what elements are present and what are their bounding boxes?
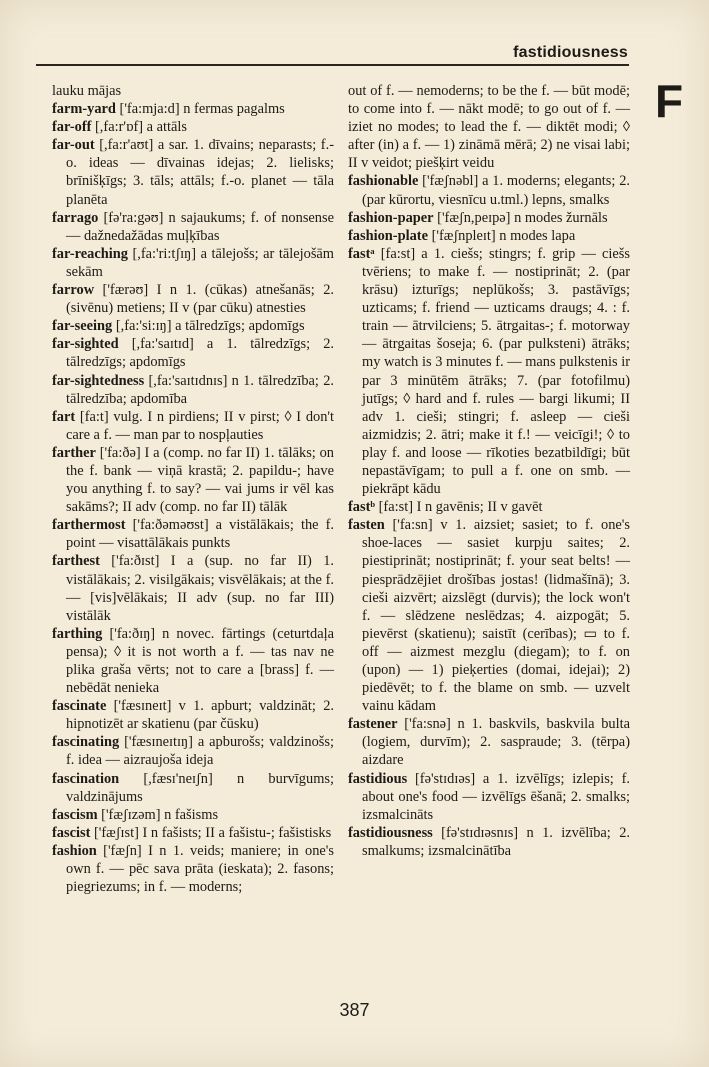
entry-definition: ['fæʃɪst] I n fašists; II a fašistu-; fašistisks	[90, 824, 332, 841]
dictionary-entry	[348, 209, 630, 227]
entry-headword: far-seeing	[52, 318, 113, 335]
entry-definition: ['fa:snə] n 1. baskvils, baskvila bulta (logiem, durvīm); 2. saspraude; 3. (tērpa) aizdare	[362, 716, 630, 769]
entry-definition: ['fæʃnəbl] a 1. moderns; elegants; 2. (par kūrortu, viesnīcu u.tml.) lepns, smalks	[362, 173, 630, 208]
entry-headword: fart	[52, 408, 76, 425]
dictionary-entry	[52, 516, 334, 552]
entry-definition: [,fa:r'aʊt] a sar. 1. dīvains; neparasts; f.-o. ideas — dīvainas idejas; 2. lielisks; brīnišķīgs; 3. tāls; attāls; f.-o. planet — tāla planēta	[66, 137, 334, 208]
entry-definition: [fə'stɪdɪəsnɪs] n 1. izvēlība; 2. smalkums; izsmalcinātība	[362, 824, 630, 859]
dictionary-entry	[52, 245, 334, 281]
entry-headword: fascinate	[52, 698, 107, 715]
dictionary-entry	[52, 100, 334, 118]
dictionary-entry	[52, 444, 334, 516]
entry-definition: out of f. — nemoderns; to be the f. — būt modē; to come into f. — nākt modē; to go out of f. — iziet no modes; to lead the f. — diktēt modi; ◊ after (in) a f. — 1) zināmā mērā; 2) ne visai labi; II v veidot; piešķirt veidu	[348, 83, 630, 172]
dictionary-entry	[348, 715, 630, 769]
entry-definition: ['fæsɪneɪt] v 1. apburt; valdzināt; 2. hipnotizēt ar skatienu (par čūsku)	[66, 698, 334, 733]
dictionary-entry	[348, 245, 630, 498]
dictionary-entry	[348, 498, 630, 516]
entry-definition: [fa:st] I n gavēnis; II v gavēt	[375, 499, 543, 516]
dictionary-entry	[52, 697, 334, 733]
entry-headword: farrow	[52, 282, 95, 299]
dictionary-entry	[348, 770, 630, 824]
entry-headword: farthing	[52, 625, 103, 642]
entry-definition: ['fa:ðəməʊst] a vistālākais; the f. point — visattālākais punkts	[66, 517, 334, 552]
entry-definition: ['fæʃn,peɪpə] n modes žurnāls	[433, 209, 608, 226]
entry-headword: fascist	[52, 824, 91, 841]
entry-headword: fascination	[52, 770, 120, 787]
dictionary-entry	[52, 552, 334, 624]
entry-definition: ['færəʊ] I n 1. (cūkas) atnešanās; 2. (sivēnu) metiens; II v (par cūku) atnesties	[66, 282, 334, 317]
entry-headword: fastidious	[348, 770, 408, 787]
entry-headword: fascism	[52, 806, 98, 823]
entry-headword: farrago	[52, 209, 99, 226]
header-rule	[36, 64, 629, 66]
entry-definition: [,fa:r'ɒf] a attāls	[91, 119, 188, 136]
dictionary-entry	[52, 281, 334, 317]
dictionary-entry	[348, 824, 630, 860]
entry-headword: far-sighted	[52, 336, 119, 353]
entry-definition: [,fæsɪ'neɪʃn] n burvīgums; valdzinājums	[66, 770, 334, 805]
entry-definition: [fa:st] a 1. ciešs; stingrs; f. grip — ciešs tvēriens; to make f. — nostiprināt; 2. (par krāsu) izturīgs; neplūkošs; 3. pastāvīgs; uzticams; f. friend — uzticams draugs; 4. : f. train — ātrvilciens; 5. ātrgaitas-; f. motorway — ātrgaitas šoseja; 6. (par pulksteni) ātrāks; my watch is 3 minutes f. — mans pulkstenis ir par 3 minūtēm ātrāks; 7. (par fotofilmu) jutīgs; ◊ hard and f. rules — bargi likumi; II adv 1. cieši; stingri; f. asleep — cieši aizmidzis; 2. ātri; make it f.! — veicīgi!; ◊ to play f. and loose — rīkoties bezatbildīgi; būt nepastāvīgam; to pull a f. one on smb. — piekrāpt kādu	[362, 245, 630, 498]
dictionary-entry	[52, 209, 334, 245]
entry-definition: [,fa:'saɪtɪd] a 1. tālredzīgs; 2. tālredzīgs; apdomīgs	[66, 336, 334, 371]
entry-headword: fastᵇ	[348, 499, 376, 516]
left-column	[52, 82, 334, 896]
dictionary-entry	[348, 227, 630, 245]
running-head: fastidiousness	[513, 44, 628, 61]
dictionary-entry	[52, 335, 334, 371]
entry-definition: [fə'stɪdɪəs] a 1. izvēlīgs; izlepis; f. about one's food — izvēlīgs ēšanā; 2. smalks; izsmalcināts	[362, 770, 630, 823]
entry-headword: fashionable	[348, 173, 419, 190]
entry-headword: fastidiousness	[348, 824, 433, 841]
entry-headword: fashion-plate	[348, 227, 428, 244]
dictionary-entry	[348, 516, 630, 715]
entry-definition: ['fæʃn] I n 1. veids; maniere; in one's own f. — pēc sava prāta (ieskata); 2. fasons; piegriezums; in f. — moderns;	[66, 842, 334, 896]
dictionary-entry	[348, 172, 630, 208]
entry-headword: far-out	[52, 137, 95, 154]
dictionary-entry	[52, 625, 334, 697]
entry-definition: ['fa:mja:d] n fermas pagalms	[115, 101, 285, 118]
dictionary-entry	[52, 824, 334, 842]
entry-headword: farthest	[52, 553, 100, 570]
dictionary-entry	[52, 118, 334, 136]
dictionary-entry	[52, 842, 334, 896]
dictionary-entry	[52, 317, 334, 335]
entry-headword: fasten	[348, 517, 385, 534]
entry-definition: ['fa:ðɪst] I a (sup. no far II) 1. vistālākais; 2. visilgākais; visvēlākais; at the f. — [vis]vēlākais; II adv (sup. no far III) vistālāk	[66, 553, 334, 624]
right-column	[348, 82, 630, 860]
entry-headword: farther	[52, 444, 96, 461]
entry-definition: ['fæsɪneɪtɪŋ] a apburošs; valdzinošs; f. idea — aizraujoša ideja	[66, 734, 334, 769]
dictionary-entry	[52, 806, 334, 824]
dictionary-entry	[52, 136, 334, 208]
dictionary-entry	[52, 408, 334, 444]
entry-definition: [fa:t] vulg. I n pirdiens; II v pirst; ◊ I don't care a f. — man par to nospļauties	[66, 408, 334, 443]
entry-definition: [,fa:'si:ɪŋ] a tālredzīgs; apdomīgs	[112, 318, 305, 335]
entry-headword: fashion	[52, 842, 97, 859]
entry-headword: fashion-paper	[348, 209, 434, 226]
dictionary-entry	[52, 770, 334, 806]
entry-definition: ['fæʃɪzəm] n fašisms	[97, 806, 219, 823]
dictionary-entry	[52, 733, 334, 769]
thumb-index-letter: F	[654, 75, 684, 127]
entry-headword: fastener	[348, 716, 398, 733]
entry-headword: fascinating	[52, 734, 120, 751]
entry-headword: farthermost	[52, 517, 126, 534]
entry-definition: ['fa:ðə] I a (comp. no far II) 1. tālāks; on the f. bank — viņā krastā; 2. papildu-; have you anything f. to say? — vai jums ir vēl kas sakāms?; II adv (comp. no far II) tālāk	[66, 444, 334, 516]
dictionary-entry	[348, 82, 630, 172]
page-number: 387	[339, 1000, 370, 1020]
entry-headword: far-off	[52, 119, 92, 136]
entry-definition: [fə'ra:gəʊ] n sajaukums; f. of nonsense — dažnedažādas muļķības	[66, 209, 334, 244]
dictionary-entry	[52, 82, 334, 100]
entry-definition: [,fa:'ri:tʃɪŋ] a tālejošs; ar tālejošām sekām	[66, 245, 334, 280]
entry-headword: far-sightedness	[52, 372, 145, 389]
entry-definition: ['fa:sn] v 1. aizsiet; sasiet; to f. one's shoe-laces — sasiet kurpju saites; 2. piestiprināt; nostiprināt; f. your seat belts! — piesprādzējiet drošības jostas! (lidmašīnā); 3. cieši aizvērt; aizslēgt (durvis); the lock won't f. — slēdzene neslēdzas; 4. aizpogāt; 5. pievērst (skatienu); saistīt (cerības); ▭ to f. off — aizmest mezglu (diegam); to f. on (upon) — 1) pieķerties (domai, idejai); 2) piedēvēt; to f. the blame on smb. — uzvelt vainu kādam	[362, 517, 630, 715]
entry-definition: ['fæʃnpleɪt] n modes lapa	[427, 227, 576, 244]
entry-definition: ['fa:ðɪŋ] n novec. fārtings (ceturtdaļa pensa); ◊ it is not worth a f. — tas nav ne plika graša vērts; not to care a [brass] f. — nebēdāt nenieka	[66, 625, 334, 697]
entry-definition: [,fa:'saɪtɪdnɪs] n 1. tālredzība; 2. tālredzība; apdomība	[66, 372, 334, 407]
entry-definition: lauku mājas	[52, 83, 122, 99]
entry-headword: fastᵃ	[348, 245, 375, 262]
entry-headword: farm-yard	[52, 101, 116, 118]
entry-headword: far-reaching	[52, 245, 128, 262]
dictionary-entry	[52, 372, 334, 408]
